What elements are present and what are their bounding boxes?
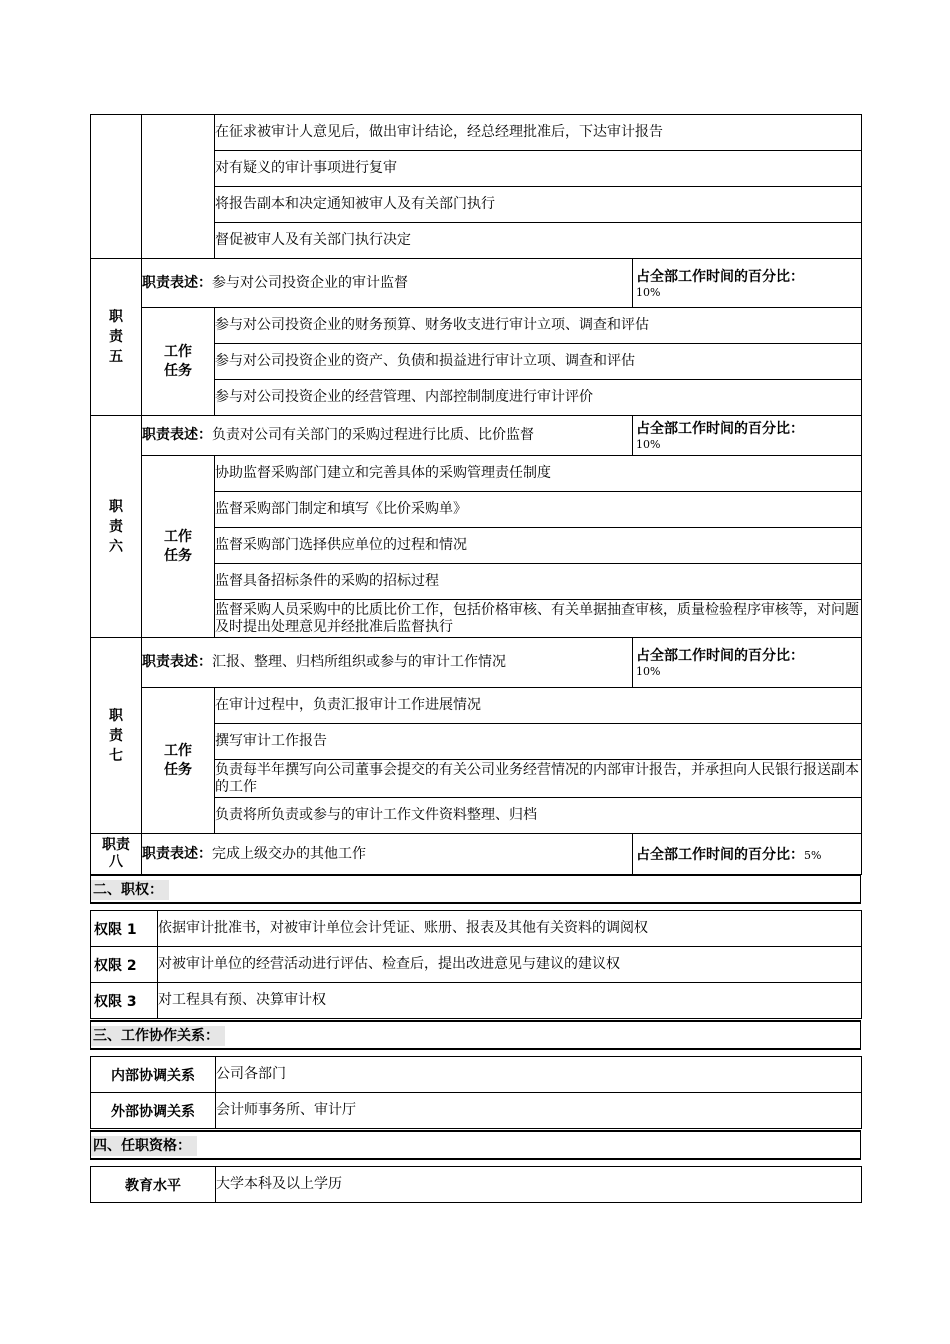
duty8-percentage: 占全部工作时间的百分比：5%	[633, 834, 862, 875]
duty-continuation-block	[90, 114, 861, 259]
section2-header: 二、职权：	[90, 874, 861, 904]
duty7-task-label: 工作任务	[142, 688, 215, 834]
duty5-percentage: 占全部工作时间的百分比： 10%	[633, 259, 862, 308]
task-item: 参与对公司投资企业的经营管理、内部控制制度进行审计评价	[215, 380, 862, 416]
duty6-block	[90, 415, 861, 638]
duty5-block	[90, 258, 861, 416]
authority-text: 对工程具有预、决算审计权	[158, 983, 862, 1019]
duty7-label: 职责七	[91, 638, 142, 834]
section4-header: 四、任职资格：	[90, 1130, 861, 1160]
duty5-label: 职责五	[91, 259, 142, 416]
authority-text: 依据审计批准书，对被审计单位会计凭证、账册、报表及其他有关资料的调阅权	[158, 911, 862, 947]
task-item: 撰写审计工作报告	[215, 724, 862, 760]
task-item: 监督采购部门选择供应单位的过程和情况	[215, 528, 862, 564]
duty8-label: 职责八	[91, 834, 142, 875]
section2-table	[90, 910, 861, 1019]
task-item: 负责将所负责或参与的审计工作文件资料整理、归档	[215, 798, 862, 834]
task-item: 将报告副本和决定通知被审人及有关部门执行	[215, 187, 862, 223]
duty6-description: 职责表述：负责对公司有关部门的采购过程进行比质、比价监督	[142, 416, 633, 456]
task-item: 对有疑义的审计事项进行复审	[215, 151, 862, 187]
relation-text: 会计师事务所、审计厅	[216, 1093, 862, 1129]
duty7-description: 职责表述：汇报、整理、归档所组织或参与的审计工作情况	[142, 638, 633, 688]
authority-label: 权限 3	[91, 983, 158, 1019]
authority-text: 对被审计单位的经营活动进行评估、检查后，提出改进意见与建议的建议权	[158, 947, 862, 983]
task-item: 监督采购部门制定和填写《比价采购单》	[215, 492, 862, 528]
task-item: 监督具备招标条件的采购的招标过程	[215, 564, 862, 600]
relation-label: 外部协调关系	[91, 1093, 216, 1129]
duty5-description: 职责表述：参与对公司投资企业的审计监督	[142, 259, 633, 308]
qualification-label: 教育水平	[91, 1167, 216, 1203]
section3-table	[90, 1056, 861, 1129]
relation-text: 公司各部门	[216, 1057, 862, 1093]
task-item: 在审计过程中，负责汇报审计工作进展情况	[215, 688, 862, 724]
duty7-block	[90, 637, 861, 834]
section4-table	[90, 1166, 861, 1203]
task-item: 督促被审人及有关部门执行决定	[215, 223, 862, 259]
task-item: 协助监督采购部门建立和完善具体的采购管理责任制度	[215, 456, 862, 492]
task-item: 监督采购人员采购中的比质比价工作，包括价格审核、有关单据抽查审核，质量检验程序审核等，对问题及时提出处理意见并经批准后监督执行	[215, 600, 862, 638]
relation-label: 内部协调关系	[91, 1057, 216, 1093]
task-item: 参与对公司投资企业的资产、负债和损益进行审计立项、调查和评估	[215, 344, 862, 380]
duty8-block	[90, 833, 861, 875]
duty5-task-label: 工作任务	[142, 308, 215, 416]
duty6-percentage: 占全部工作时间的百分比： 10%	[633, 416, 862, 456]
section3-header: 三、工作协作关系：	[90, 1020, 861, 1050]
task-label-cell	[142, 115, 215, 259]
duty6-task-label: 工作任务	[142, 456, 215, 638]
duty7-percentage: 占全部工作时间的百分比： 10%	[633, 638, 862, 688]
qualification-text: 大学本科及以上学历	[216, 1167, 862, 1203]
duty6-label: 职责六	[91, 416, 142, 638]
duty8-description: 职责表述：完成上级交办的其他工作	[142, 834, 633, 875]
duty-label-cell	[91, 115, 142, 259]
task-item: 负责每半年撰写向公司董事会提交的有关公司业务经营情况的内部审计报告，并承担向人民银行报送副本的工作	[215, 760, 862, 798]
task-item: 参与对公司投资企业的财务预算、财务收支进行审计立项、调查和评估	[215, 308, 862, 344]
authority-label: 权限 1	[91, 911, 158, 947]
task-item: 在征求被审计人意见后，做出审计结论，经总经理批准后，下达审计报告	[215, 115, 862, 151]
authority-label: 权限 2	[91, 947, 158, 983]
